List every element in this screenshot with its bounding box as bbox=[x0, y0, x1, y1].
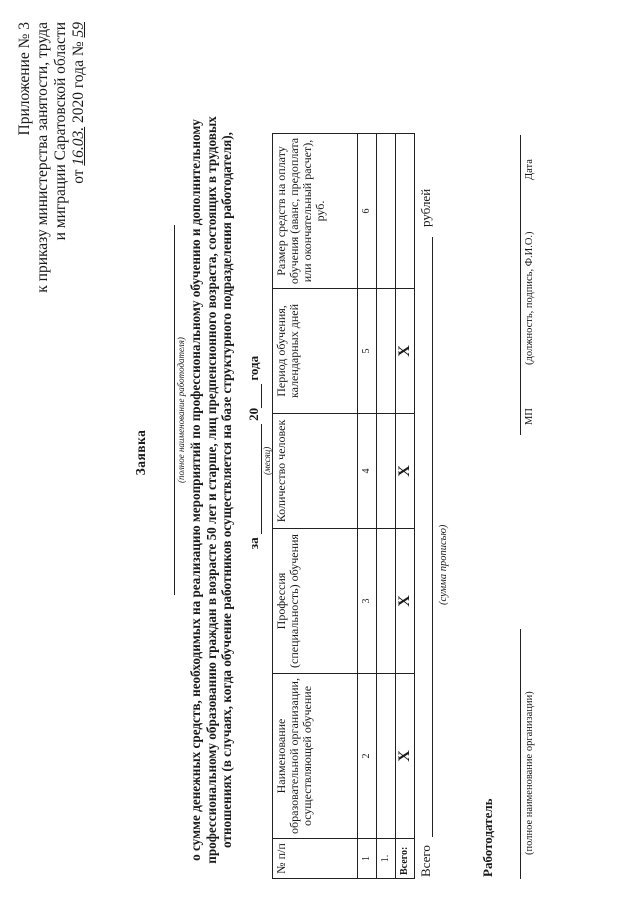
appendix-line-3: и миграции Саратовской области bbox=[52, 22, 69, 241]
organization-name-caption: (полное наименование организации) bbox=[524, 691, 535, 855]
month-blank bbox=[245, 424, 262, 534]
table-cell bbox=[377, 414, 396, 529]
appendix-block bbox=[16, 22, 88, 293]
table-cell: 5 bbox=[358, 289, 377, 414]
total-amount-blank bbox=[432, 237, 433, 837]
currency-label: рублей bbox=[418, 188, 433, 227]
seal-place-label: МП bbox=[524, 408, 535, 425]
month-caption: (месяц) bbox=[262, 446, 272, 475]
period-century: 20 bbox=[246, 407, 261, 421]
appendix-line-4 bbox=[70, 22, 88, 293]
period-prefix: за bbox=[246, 537, 261, 550]
amount-in-words-caption: (сумма прописью) bbox=[438, 524, 449, 605]
employer-name-caption: (полное наименование работодателя) bbox=[176, 337, 186, 483]
table-cell bbox=[396, 134, 415, 289]
appendix-line-1: Приложение № 3 bbox=[16, 22, 33, 136]
funds-table bbox=[272, 133, 415, 879]
col-header-number: № п/п bbox=[273, 839, 358, 879]
period-line bbox=[245, 10, 262, 895]
table-cell bbox=[377, 529, 396, 674]
table-cell bbox=[377, 134, 396, 289]
total-label: Всего bbox=[418, 845, 433, 877]
total-amount-line bbox=[418, 157, 434, 877]
employer-name-line bbox=[160, 225, 175, 595]
document-title: Заявка bbox=[133, 429, 148, 476]
table-header-row bbox=[273, 134, 358, 879]
table-row-numbering bbox=[358, 134, 377, 879]
signer-caption: (должность, подпись, Ф.И.О.) bbox=[524, 231, 535, 365]
request-purpose-text: о сумме денежных средств, необходимых на реализацию мероприятий по профессиональному обучению и дополнительному профессиональному образованию граждан в возрасте 50 лет и старше, лиц предпенсионного возраста, состоящих в трудовых отношениях (в случаях, когда обучение работников осуществляется на базе структурного подразделения работодателя), bbox=[188, 116, 234, 864]
table-cell: X bbox=[396, 414, 415, 529]
col-header-training-period: Период обучения, календарных дней bbox=[273, 289, 358, 414]
appendix-date-mid: 2020 года № bbox=[70, 37, 87, 127]
employer-label: Работодатель bbox=[480, 798, 495, 877]
appendix-line-2: к приказу министерства занятости, труда bbox=[34, 22, 51, 293]
table-cell bbox=[377, 289, 396, 414]
table-cell: 3 bbox=[358, 529, 377, 674]
col-header-profession: Профессия (специальность) обучения bbox=[273, 529, 358, 674]
table-cell: 2 bbox=[358, 674, 377, 839]
table-row bbox=[377, 134, 396, 879]
table-cell: 4 bbox=[358, 414, 377, 529]
table-cell: X bbox=[396, 289, 415, 414]
organization-name-line bbox=[520, 629, 521, 879]
table-cell: X bbox=[396, 674, 415, 839]
rotated-document-page bbox=[10, 10, 630, 895]
col-header-organization: Наименование образовательной организации, осуществляющей обучение bbox=[273, 674, 358, 839]
col-header-payment-amount: Размер средств на оплату обучения (аванс, предоплата или окончательный расчет), руб. bbox=[273, 134, 358, 289]
table-cell: 1 bbox=[358, 839, 377, 879]
col-header-people-count: Количество человек bbox=[273, 414, 358, 529]
date-label: Дата bbox=[524, 159, 535, 180]
table-cell: X bbox=[396, 529, 415, 674]
signature-line bbox=[520, 135, 521, 435]
total-row-label: Всего: bbox=[396, 839, 415, 879]
appendix-number: 59 bbox=[70, 22, 87, 38]
table-cell: 6 bbox=[358, 134, 377, 289]
year-blank bbox=[245, 384, 262, 408]
table-cell bbox=[377, 674, 396, 839]
appendix-date-prefix: от bbox=[70, 165, 87, 184]
table-total-row bbox=[396, 134, 415, 879]
period-suffix: года bbox=[246, 355, 261, 381]
appendix-date: 16.03. bbox=[70, 126, 87, 166]
table-cell: 1. bbox=[377, 839, 396, 879]
